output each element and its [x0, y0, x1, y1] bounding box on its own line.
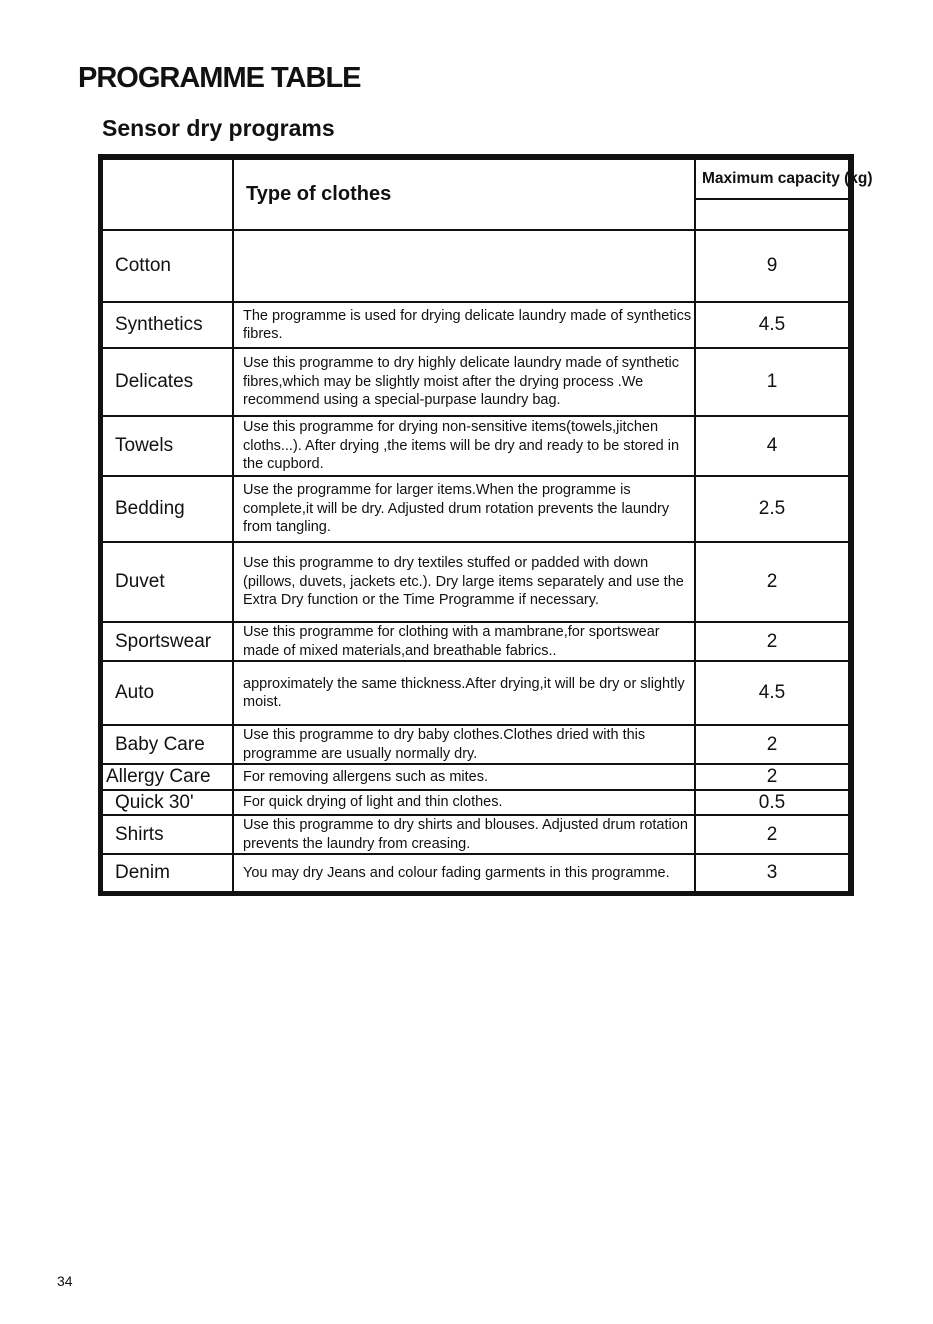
table-row [102, 348, 849, 416]
program-capacity: 0.5 [695, 790, 849, 815]
program-description: Use this programme for drying non-sensitive items(towels,jitchen cloths...). After drying ,the items will be dry and ready to be stored in the cupbord. [233, 416, 695, 476]
header-empty-cell [102, 159, 233, 230]
program-name: Sportswear [102, 622, 233, 661]
program-description: You may dry Jeans and colour fading garments in this programme. [233, 854, 695, 892]
program-capacity: 2 [695, 622, 849, 661]
program-description: The programme is used for drying delicate laundry made of synthetics fibres. [233, 302, 695, 348]
page-number: 34 [57, 1273, 73, 1289]
program-description: Use this programme to dry shirts and blouses. Adjusted drum rotation prevents the laundry from creasing. [233, 815, 695, 854]
program-name: Baby Care [102, 725, 233, 764]
programme-table [98, 154, 873, 896]
table-row [102, 815, 849, 854]
program-description: Use this programme to dry highly delicate laundry made of synthetic fibres,which may be slightly moist after the drying process .We recommend using a special-purpase laundry bag. [233, 348, 695, 416]
program-capacity: 4 [695, 416, 849, 476]
program-description: Use the programme for larger items.When the programme is complete,it will be dry. Adjusted drum rotation prevents the laundry from tangling. [233, 476, 695, 542]
program-name: Synthetics [102, 302, 233, 348]
program-capacity: 2 [695, 542, 849, 622]
section-subtitle: Sensor dry programs [102, 115, 335, 141]
header-maximum-capacity: Maximum capacity (kg) [695, 159, 849, 199]
program-name: Bedding [102, 476, 233, 542]
page-title: PROGRAMME TABLE [78, 62, 361, 94]
program-name: Duvet [102, 542, 233, 622]
program-description: approximately the same thickness.After drying,it will be dry or slightly moist. [233, 661, 695, 725]
program-capacity: 3 [695, 854, 849, 892]
program-capacity: 2 [695, 764, 849, 790]
header-capacity-blank [695, 199, 849, 230]
program-description: For quick drying of light and thin clothes. [233, 790, 695, 815]
program-capacity: 2 [695, 725, 849, 764]
program-description: Use this programme for clothing with a mambrane,for sportswear made of mixed materials,and breathable fabrics.. [233, 622, 695, 661]
table-header-row [102, 159, 849, 199]
table-row [102, 854, 849, 892]
table-row [102, 416, 849, 476]
program-name: Delicates [102, 348, 233, 416]
program-name: Allergy Care [102, 764, 233, 790]
table-row [102, 542, 849, 622]
program-description [233, 230, 695, 302]
program-name: Auto [102, 661, 233, 725]
table-row [102, 661, 849, 725]
program-name: Denim [102, 854, 233, 892]
program-capacity: 2 [695, 815, 849, 854]
program-name: Cotton [102, 230, 233, 302]
table-row [102, 725, 849, 764]
program-description: Use this programme to dry textiles stuffed or padded with down (pillows, duvets, jackets etc.). Dry large items separately and use the Extra Dry function or the Time Programme if necessary. [233, 542, 695, 622]
program-description: Use this programme to dry baby clothes.Clothes dried with this programme are usually normally dry. [233, 725, 695, 764]
program-description: For removing allergens such as mites. [233, 764, 695, 790]
program-name: Quick 30' [102, 790, 233, 815]
program-name: Towels [102, 416, 233, 476]
table-row [102, 764, 849, 790]
program-capacity: 4.5 [695, 302, 849, 348]
table-row [102, 230, 849, 302]
program-capacity: 4.5 [695, 661, 849, 725]
program-capacity: 9 [695, 230, 849, 302]
table-row [102, 790, 849, 815]
table-row [102, 622, 849, 661]
program-name: Shirts [102, 815, 233, 854]
table-row [102, 302, 849, 348]
program-capacity: 2.5 [695, 476, 849, 542]
table-row [102, 476, 849, 542]
program-capacity: 1 [695, 348, 849, 416]
header-type-of-clothes: Type of clothes [233, 159, 695, 230]
